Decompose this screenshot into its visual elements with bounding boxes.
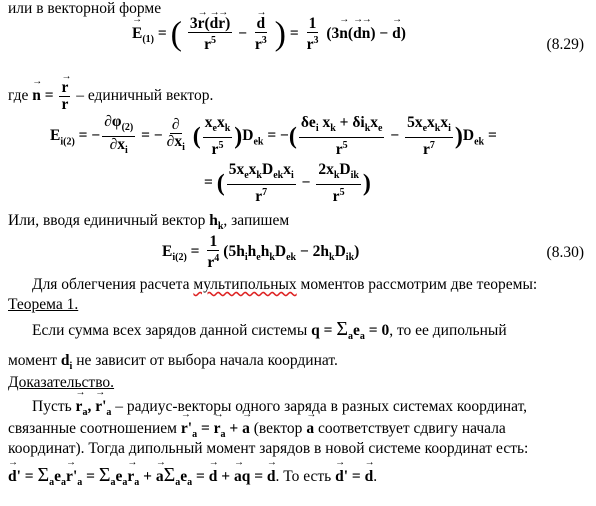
- paragraph-new-dipole: координат). Тогда дипольный момент зарядов в новой системе координат есть:: [8, 440, 529, 457]
- paragraph-charge-sum: Если сумма всех зарядов данной системы $q = \Sigma_ae_a = 0$, то ее дипольный: [32, 318, 507, 343]
- paragraph-theorems-intro: Для облегчения расчета мультипольных моментов рассмотрим две теоремы:: [32, 276, 538, 293]
- equation-ei2-line1: $E_{i(2)}$ = − $\frac{\partial\varphi_{(2)}}{\partial x_i}$ = − $\frac{\partial}{\partial x_i}$ ( $\frac{x_ex_k}{r^5}$ )$D_{ek}$ = −( $\frac{\delta e_i x_k + \delta i_kx_e}{r^5}$ − $\frac{5x_ex_kx_i}{r^7}$ )$D_{ek}$ =: [50, 113, 497, 159]
- intro-vector-form: или в векторной форме: [8, 0, 162, 17]
- theorem-heading: Теорема 1.: [8, 296, 79, 313]
- proof-heading: Доказательство.: [8, 374, 115, 391]
- paragraph-dipole-independence: момент $d_i$ не зависит от выбора начала координат.: [8, 352, 338, 373]
- paragraph-shift-relation: связанные соотношением → $r'_a$ = → $r_a$ + → a (вектор → a соответствует сдвигу начала: [8, 420, 506, 440]
- equation-8-30: $E_{i(2)}$ = $\frac{1}{r^4}$ $(5h_ih_eh_kD_{ek} - 2h_kD_{ik})$: [162, 233, 360, 272]
- unit-vector-definition: где → n = → $\frac{r}{r}$ – единичный вектор.: [8, 80, 213, 113]
- equation-8-29: → $E_{(1)}$ = ( $\frac{3\to r(\to d\to r)}{r^5}$ − → $\frac{d}{r^3}$ ) = $\frac{1}{r^3}$ (3→ n(→ d→ n) − → d): [132, 16, 406, 53]
- equation-ei2-line2: = ( $\frac{5x_ex_kD_{ek}x_i}{r^7}$ − $\frac{2x_kD_{ik}}{r^5}$ ): [204, 161, 371, 206]
- final-equation-line: → $d' = \Sigma_ae_a\to r'_a = \Sigma_ae_a\to r_a$ + → $a\Sigma_ae_a$ = → d + → aq = → d. То есть → d' = → d.: [8, 464, 377, 488]
- equation-number-8-30: (8.30): [546, 244, 584, 261]
- unit-vector-h-intro: Или, вводя единичный вектор $h_k$, запишем: [8, 212, 290, 233]
- paragraph-radius-vectors: Пусть → $r_a$, → $r'_a$ – радиус-векторы одного заряда в разных системах координат,: [8, 398, 527, 418]
- equation-number-8-29: (8.29): [546, 36, 584, 53]
